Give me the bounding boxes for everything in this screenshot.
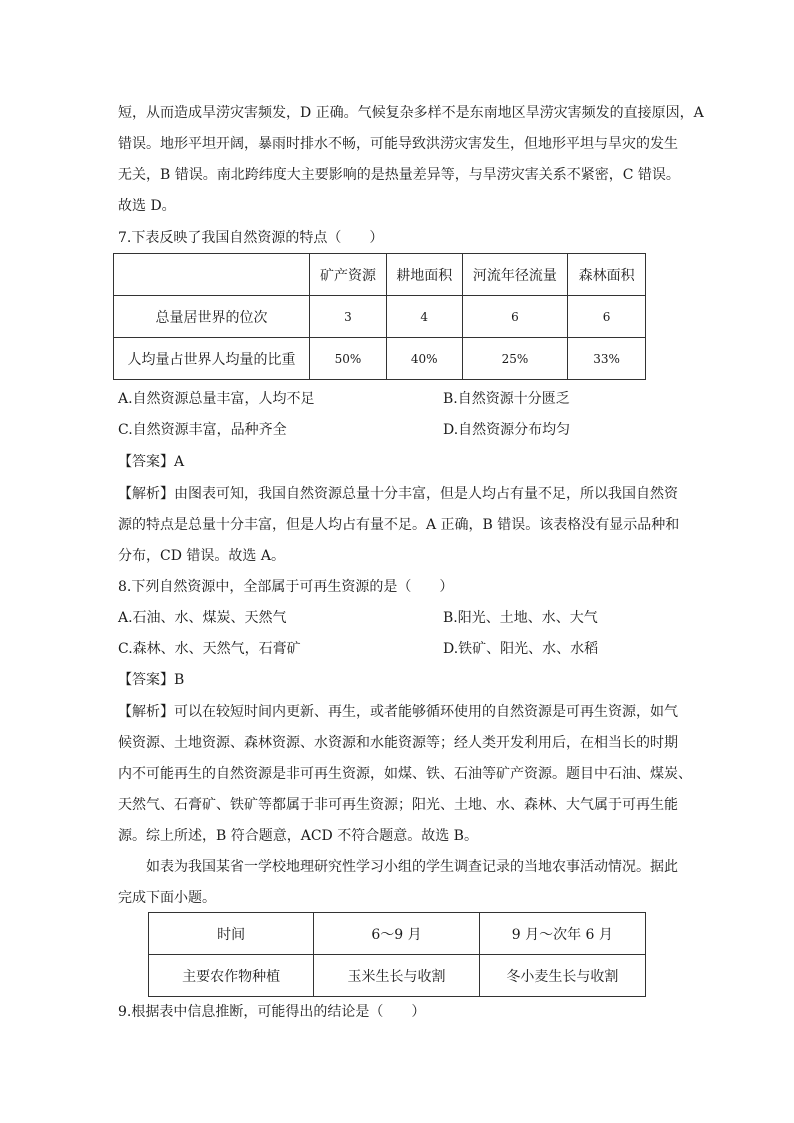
- table-cell: 3: [310, 296, 387, 338]
- table-header-cell: 9 月～次年 6 月: [479, 913, 645, 955]
- option-d: D.自然资源分布均匀: [443, 422, 571, 438]
- analysis-8-line: 【解析】可以在较短时间内更新、再生，或者能够循环使用的自然资源是可再生资源，如气: [118, 704, 678, 720]
- analysis-7-line: 源的特点是总量十分丰富，但是人均占有量不足。A 正确，B 错误。该表格没有显示品种和: [118, 517, 680, 533]
- table-header-row: [149, 913, 646, 955]
- analysis-7-line: 分布，CD 错误。故选 A。: [118, 548, 285, 564]
- table-row: [114, 296, 646, 338]
- table-cell: 40%: [386, 338, 462, 380]
- table-cell: 50%: [310, 338, 387, 380]
- table-header-cell: 矿产资源: [310, 254, 387, 296]
- analysis-7-line: 【解析】由图表可知，我国自然资源总量十分丰富，但是人均占有量不足，所以我国自然资: [118, 486, 678, 502]
- material-line: 完成下面小题。: [118, 890, 216, 906]
- table-header-cell: [114, 254, 310, 296]
- option-a: A.自然资源总量丰富，人均不足: [118, 391, 315, 407]
- farming-table: [148, 912, 646, 997]
- material-line: 如表为我国某省一学校地理研究性学习小组的学生调查记录的当地农事活动情况。据此: [146, 859, 678, 875]
- table-header-cell: 时间: [149, 913, 314, 955]
- table-cell: 玉米生长与收割: [314, 955, 479, 997]
- answer-8: 【答案】B: [118, 672, 185, 688]
- analysis-8-line: 源。综上所述，B 符合题意，ACD 不符合题意。故选 B。: [118, 828, 478, 844]
- table-header-row: [114, 254, 646, 296]
- table-cell: 33%: [568, 338, 646, 380]
- intro-line: 故选 D。: [118, 198, 176, 214]
- analysis-8-line: 天然气、石膏矿、铁矿等都属于非可再生资源；阳光、土地、水、森林、大气属于可再生能: [118, 797, 678, 813]
- table-cell: 人均量占世界人均量的比重: [114, 338, 310, 380]
- resource-table: [113, 253, 646, 380]
- table-row: [149, 955, 646, 997]
- table-cell: 25%: [462, 338, 568, 380]
- option-c: C.自然资源丰富，品种齐全: [118, 422, 287, 438]
- analysis-8-line: 候资源、土地资源、森林资源、水资源和水能资源等；经人类开发利用后，在相当长的时期: [118, 735, 678, 751]
- table-header-cell: 6～9 月: [314, 913, 479, 955]
- intro-line: 无关，B 错误。南北跨纬度大主要影响的是热量差异等，与旱涝灾害关系不紧密，C 错误。: [118, 167, 680, 183]
- analysis-8-line: 内不可能再生的自然资源是非可再生资源，如煤、铁、石油等矿产资源。题目中石油、煤炭、: [118, 766, 692, 782]
- table-cell: 冬小麦生长与收割: [479, 955, 645, 997]
- question-8-stem: 8.下列自然资源中，全部属于可再生资源的是（ ）: [118, 579, 454, 595]
- table-cell: 6: [462, 296, 568, 338]
- table-cell: 总量居世界的位次: [114, 296, 310, 338]
- answer-7: 【答案】A: [118, 454, 185, 470]
- option-d: D.铁矿、阳光、水、水稻: [443, 641, 599, 657]
- table-cell: 6: [568, 296, 646, 338]
- table-header-cell: 耕地面积: [386, 254, 462, 296]
- intro-line: 错误。地形平坦开阔，暴雨时排水不畅，可能导致洪涝灾害发生，但地形平坦与旱灾的发生: [118, 136, 678, 152]
- option-b: B.自然资源十分匮乏: [443, 391, 570, 407]
- intro-line: 短，从而造成旱涝灾害频发，D 正确。气候复杂多样不是东南地区旱涝灾害频发的直接原因，A: [118, 105, 704, 121]
- table-header-cell: 森林面积: [568, 254, 646, 296]
- question-9-stem: 9.根据表中信息推断，可能得出的结论是（ ）: [118, 1004, 426, 1020]
- table-header-cell: 河流年径流量: [462, 254, 568, 296]
- option-a: A.石油、水、煤炭、天然气: [118, 610, 287, 626]
- table-cell: 4: [386, 296, 462, 338]
- option-c: C.森林、水、天然气，石膏矿: [118, 641, 301, 657]
- table-cell: 主要农作物种植: [149, 955, 314, 997]
- table-row: [114, 338, 646, 380]
- question-7-stem: 7.下表反映了我国自然资源的特点（ ）: [118, 230, 384, 246]
- option-b: B.阳光、土地、水、大气: [443, 610, 598, 626]
